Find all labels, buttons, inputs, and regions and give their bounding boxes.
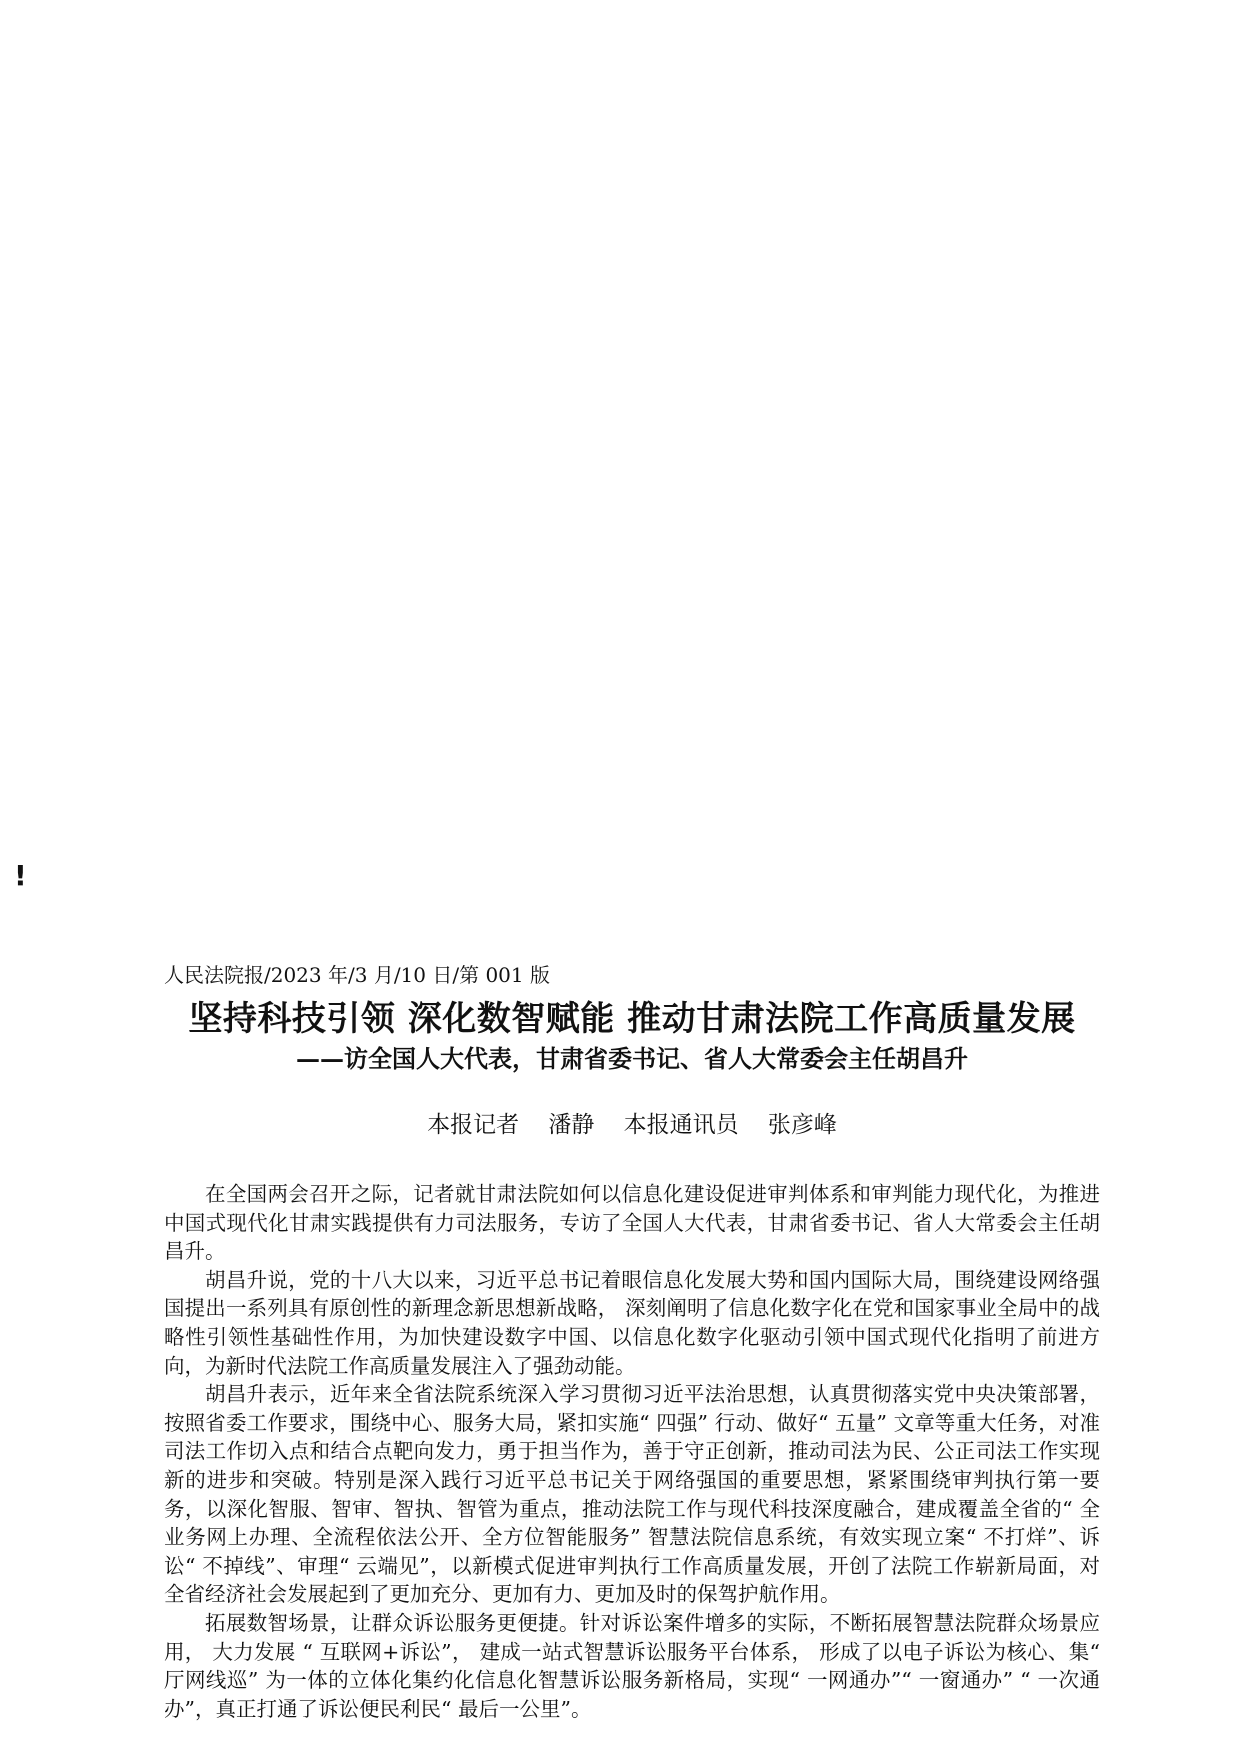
- body-paragraph: 胡昌升说，党的十八大以来，习近平总书记着眼信息化发展大势和国内国际大局，围绕建设网络强国提出一系列具有原创性的新理念新思想新战略， 深刻阐明了信息化数字化在党和国家事业全局中的战略性引领性基础性作用，为加快建设数字中国、以信息化数字化驱动引领中国式现代化指明了前进方向，为新时代法院工作高质量发展注入了强劲动能。: [164, 1267, 1100, 1378]
- article: [164, 962, 1100, 1723]
- body-paragraph: 在全国两会召开之际，记者就甘肃法院如何以信息化建设促进审判体系和审判能力现代化，为推进中国式现代化甘肃实践提供有力司法服务，专访了全国人大代表，甘肃省委书记、省人大常委会主任胡昌升。: [164, 1182, 1100, 1264]
- article-body: [164, 1180, 1100, 1723]
- source-line: 人民法院报/2023 年/3 月/10 日/第 001 版: [164, 963, 550, 987]
- exclamation-mark: !: [14, 859, 27, 892]
- body-paragraph: 胡昌升表示，近年来全省法院系统深入学习贯彻习近平法治思想，认真贯彻落实党中央决策部署，按照省委工作要求，围绕中心、服务大局，紧扣实施“ 四强” 行动、做好“ 五量” 文章等重大任务，对准司法工作切入点和结合点靶向发力，勇于担当作为，善于守正创新，推动司法为民、公正司法工作实现新的进步和突破。特别是深入践行习近平总书记关于网络强国的重要思想，紧紧围绕审判执行第一要务，以深化智服、智审、智执、智管为重点，推动法院工作与现代科技深度融合，建成覆盖全省的“ 全业务网上办理、全流程依法公开、全方位智能服务” 智慧法院信息系统，有效实现立案“ 不打烊”、诉讼“ 不掉线”、审理“ 云端见”，以新模式促进审判执行工作高质量发展，开创了法院工作崭新局面，对全省经济社会发展起到了更加充分、更加有力、更加及时的保驾护航作用。: [164, 1382, 1100, 1607]
- article-subtitle: ——访全国人大代表，甘肃省委书记、省人大常委会主任胡昌升: [296, 1044, 968, 1073]
- article-title: 坚持科技引领 深化数智赋能 推动甘肃法院工作高质量发展: [188, 999, 1076, 1039]
- body-paragraph: 拓展数智场景，让群众诉讼服务更便捷。针对诉讼案件增多的实际，不断拓展智慧法院群众场景应用， 大力发展 “ 互联网+诉讼”， 建成一站式智慧诉讼服务平台体系， 形成了以电子诉讼为核心、集“ 厅网线巡” 为一体的立体化集约化信息化智慧诉讼服务新格局，实现“ 一网通办”“ 一窗通办” “ 一次通办”，真正打通了诉讼便民利民“ 最后一公里”。: [164, 1610, 1100, 1721]
- byline: 本报记者 潘静 本报通讯员 张彦峰: [427, 1112, 837, 1138]
